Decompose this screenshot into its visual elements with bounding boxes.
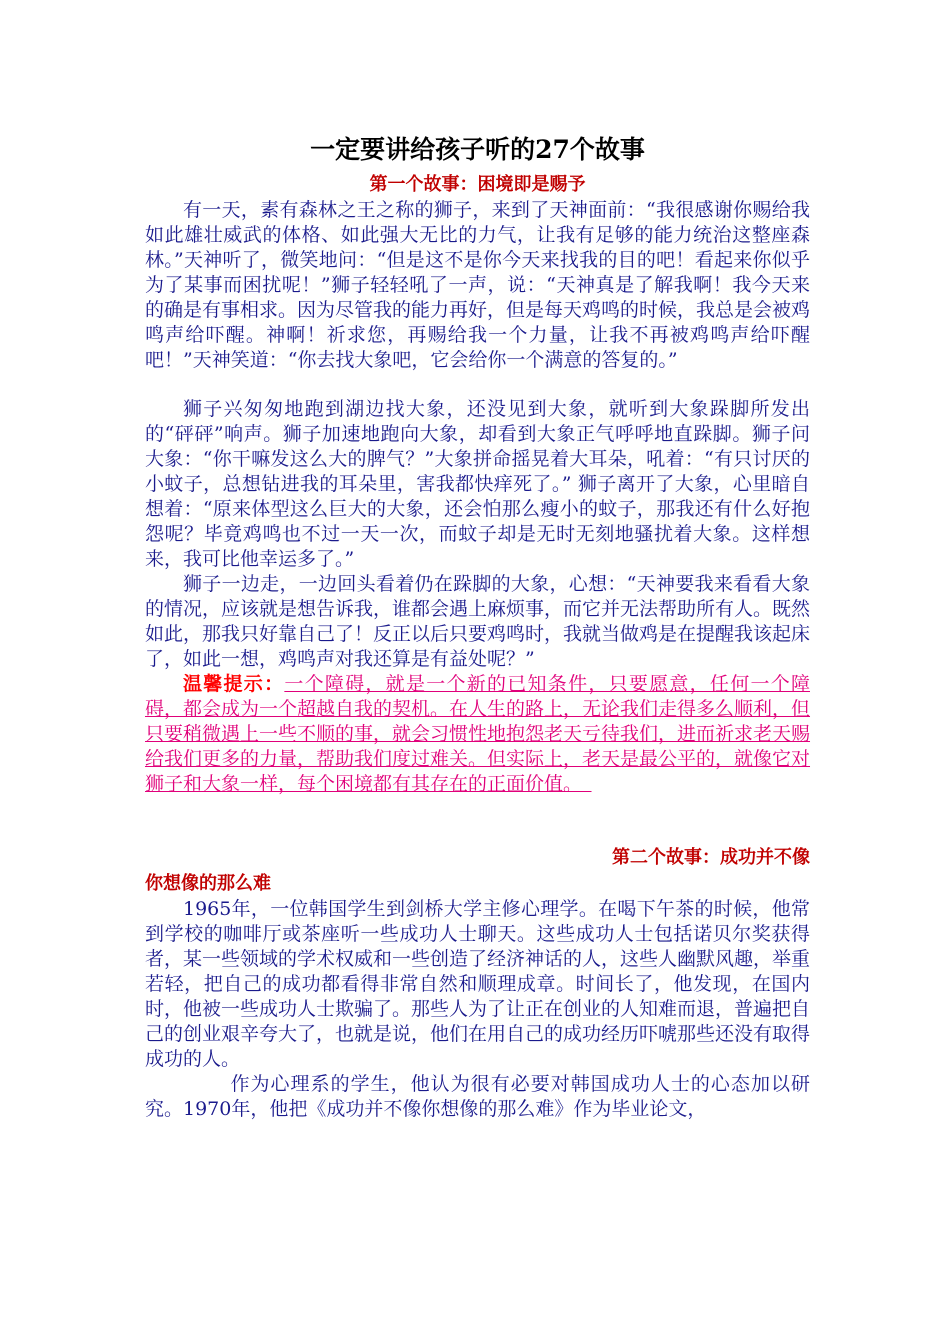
story-1-tip (145, 672, 810, 797)
story-1-heading: 第一个故事：困境即是赐予 (369, 174, 586, 195)
section-gap (145, 797, 810, 845)
story-2-heading-continued: 你想像的那么难 (145, 873, 271, 894)
document-page (145, 128, 810, 1122)
document-title: 一定要讲给孩子听的27个故事 (310, 135, 645, 164)
story-1-paragraph-2: 狮子兴匆匆地跑到湖边找大象，还没见到大象，就听到大象跺脚所发出的“砰砰”响声。狮子加速地跑向大象，却看到大象正气呼呼地直跺脚。狮子问大象：“你干嘛发这么大的脾气？”大象拼命摇晃着大耳朵，吼着：“有只讨厌的小蚊子，总想钻进我的耳朵里，害我都快痒死了。” 狮子离开了大象，心里暗自想着：“原来体型这么巨大的大象，还会怕那么瘦小的蚊子，那我还有什么好抱怨呢？毕竟鸡鸣也不过一天一次，而蚊子却是无时无刻地骚扰着大象。这样想来，我可比他幸运多了。” (145, 398, 810, 570)
story-1-paragraph-3: 狮子一边走，一边回头看着仍在跺脚的大象，心想：“天神要我来看看大象的情况，应该就是想告诉我，谁都会遇上麻烦事，而它并无法帮助所有人。既然如此，那我只好靠自己了！反正以后只要鸡鸣时，我就当做鸡是在提醒我该起床了，如此一想，鸡鸣声对我还算是有益处呢？” (145, 573, 811, 670)
story-1-paragraph-1: 有一天，素有森林之王之称的狮子，来到了天神面前：“我很感谢你赐给我如此雄壮威武的体格、如此强大无比的力气，让我有足够的能力统治这整座森林。”天神听了，微笑地问：“但是这不是你今天来找我的目的吧！看起来你似乎为了某事而困扰呢！”狮子轻轻吼了一声，说：“天神真是了解我啊！我今天来的确是有事相求。因为尽管我的能力再好，但是每天鸡鸣的时候，我总是会被鸡鸣声给吓醒。神啊！祈求您，再赐给我一个力量，让我不再被鸡鸣声给吓醒吧！”天神笑道：“你去找大象吧，它会给你一个满意的答复的。” (145, 199, 811, 371)
story-2-heading: 第二个故事：成功并不像 (612, 847, 810, 868)
story-2-paragraph-2: 作为心理系的学生，他认为很有必要对韩国成功人士的心态加以研究。1970年，他把《成功并不像你想像的那么难》作为毕业论文， (145, 1073, 810, 1120)
tip-label: 温馨提示： (183, 673, 285, 695)
story-2-paragraph-1: 1965年，一位韩国学生到剑桥大学主修心理学。在喝下午茶的时候，他常到学校的咖啡厅或茶座听一些成功人士聊天。这些成功人士包括诺贝尔奖获得者，某一些领域的学术权威和一些创造了经济神话的人，这些人幽默风趣，举重若轻，把自己的成功都看得非常自然和顺理成章。时间长了，他发现，在国内时，他被一些成功人士欺骗了。那些人为了让正在创业的人知难而退，普遍把自己的创业艰辛夸大了，也就是说，他们在用自己的成功经历吓唬那些还没有取得成功的人。 (145, 898, 811, 1070)
tip-text: 一个障碍，就是一个新的已知条件，只要愿意，任何一个障碍，都会成为一个超越自我的契机。在人生的路上，无论我们走得多么顺利，但只要稍微遇上一些不顺的事，就会习惯性地抱怨老天亏待我们，进而祈求老天赐给我们更多的力量，帮助我们度过难关。但实际上，老天是最公平的，就像它对狮子和大象一样，每个困境都有其存在的正面价值。 (145, 673, 811, 795)
paragraph-gap (145, 373, 810, 397)
